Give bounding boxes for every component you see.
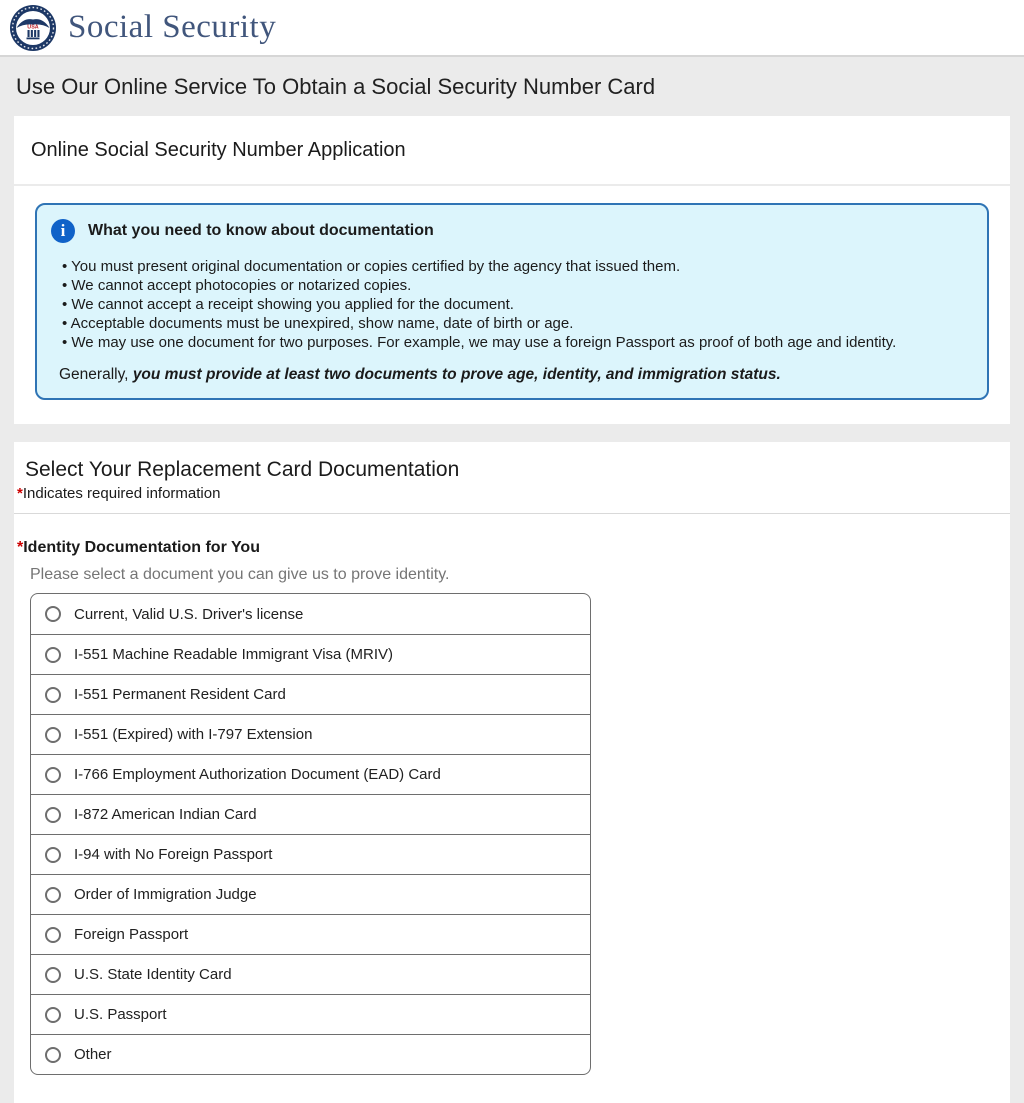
section-divider (14, 513, 1010, 514)
identity-document-option-label: I-551 Machine Readable Immigrant Visa (MRIV) (74, 646, 394, 663)
page-title: Use Our Online Service To Obtain a Social Security Number Card (16, 74, 656, 99)
info-note-prefix: Generally, (59, 366, 133, 383)
radio-button-icon[interactable] (45, 647, 61, 663)
radio-button-icon[interactable] (45, 927, 61, 943)
radio-button-icon[interactable] (45, 807, 61, 823)
identity-document-option-label: I-766 Employment Authorization Document (EAD) Card (74, 766, 441, 783)
radio-button-icon[interactable] (45, 606, 61, 622)
identity-document-option-row[interactable] (31, 834, 590, 874)
page-background (0, 57, 1024, 1103)
identity-document-option-label: Current, Valid U.S. Driver's license (74, 605, 304, 623)
identity-document-option-row[interactable] (31, 674, 590, 714)
info-bullet-list (62, 257, 969, 352)
site-header (0, 0, 1024, 57)
required-asterisk: * (17, 485, 23, 502)
radio-button-icon[interactable] (45, 887, 61, 903)
info-icon: i (51, 219, 75, 243)
info-bullet: • We may use one document for two purposes. For example, we may use a foreign Passport as proof of both age and identity. (62, 333, 969, 352)
identity-document-option-row[interactable] (31, 794, 590, 834)
radio-button-icon[interactable] (45, 1047, 61, 1063)
identity-document-option-label: Order of Immigration Judge (74, 886, 257, 903)
radio-button-icon[interactable] (45, 847, 61, 863)
identity-document-option-label: Other (74, 1046, 112, 1063)
identity-document-option-row[interactable] (31, 754, 590, 794)
identity-document-option-label: Foreign Passport (74, 926, 189, 943)
identity-document-option-row[interactable] (31, 594, 590, 634)
radio-button-icon[interactable] (45, 767, 61, 783)
info-bullet: • Acceptable documents must be unexpired, show name, date of birth or age. (62, 314, 969, 333)
identity-document-option-row[interactable] (31, 994, 590, 1034)
required-note-text: Indicates required information (22, 485, 221, 502)
radio-button-icon[interactable] (45, 687, 61, 703)
identity-documentation-label: Identity Documentation for You (23, 539, 260, 556)
info-card (14, 186, 1010, 424)
identity-document-option-row[interactable] (31, 914, 590, 954)
radio-button-icon[interactable] (45, 967, 61, 983)
ssa-seal-icon (10, 5, 56, 51)
documentation-section-title: Select Your Replacement Card Documentation (25, 458, 460, 481)
documentation-info-box (35, 203, 989, 400)
required-asterisk: * (17, 539, 24, 556)
identity-document-option-label: I-551 Permanent Resident Card (74, 686, 286, 703)
identity-document-option-row[interactable] (31, 714, 590, 754)
identity-document-option-row[interactable] (31, 1034, 590, 1074)
identity-document-option-label: I-872 American Indian Card (74, 806, 257, 823)
required-information-note (17, 485, 994, 502)
radio-button-icon[interactable] (45, 1007, 61, 1023)
svg-text:USA: USA (27, 24, 39, 30)
info-note (59, 366, 969, 384)
info-box-header (51, 219, 969, 243)
identity-document-option-label: I-551 (Expired) with I-797 Extension (74, 726, 313, 743)
identity-document-option-row[interactable] (31, 634, 590, 674)
identity-document-option-row[interactable] (31, 954, 590, 994)
identity-document-options-list (30, 593, 591, 1075)
info-bullet: • You must present original documentation or copies certified by the agency that issued them. (62, 257, 969, 276)
identity-documentation-label-row (17, 539, 994, 557)
identity-document-option-label: U.S. State Identity Card (74, 966, 232, 983)
identity-documentation-hint: Please select a document you can give us to prove identity. (30, 566, 450, 583)
info-box-title: What you need to know about documentation (88, 222, 434, 239)
application-title-card (14, 116, 1010, 184)
identity-document-option-row[interactable] (31, 874, 590, 914)
identity-document-option-label: I-94 with No Foreign Passport (74, 846, 273, 863)
documentation-selection-card (14, 442, 1010, 1103)
application-title: Online Social Security Number Application (31, 138, 406, 161)
brand-title: Social Security (68, 9, 277, 45)
info-note-emphasis: you must provide at least two documents to prove age, identity, and immigration status. (132, 366, 781, 383)
identity-document-option-label: U.S. Passport (74, 1006, 167, 1023)
info-bullet: • We cannot accept photocopies or notarized copies. (62, 276, 969, 295)
radio-button-icon[interactable] (45, 727, 61, 743)
info-bullet: • We cannot accept a receipt showing you applied for the document. (62, 295, 969, 314)
